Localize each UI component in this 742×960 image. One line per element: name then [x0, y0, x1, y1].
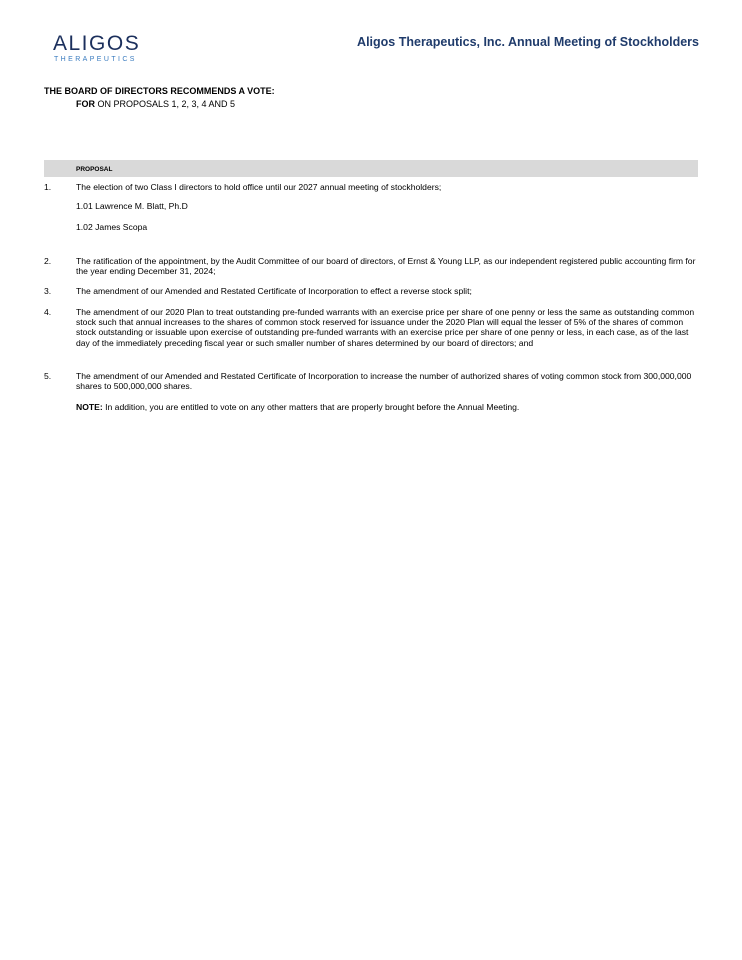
proposal-header-label: PROPOSAL — [76, 166, 113, 173]
for-label: FOR — [76, 99, 95, 109]
proposal-number: 1. — [44, 182, 52, 192]
nominee-1: 1.01 Lawrence M. Blatt, Ph.D — [76, 201, 188, 211]
recommendation-detail — [76, 99, 235, 109]
proposal-number: 4. — [44, 307, 52, 317]
nominee-2: 1.02 James Scopa — [76, 222, 148, 232]
proposal-item-1 — [44, 182, 698, 192]
for-text: ON PROPOSALS 1, 2, 3, 4 AND 5 — [95, 99, 236, 109]
document-title: Aligos Therapeutics, Inc. Annual Meeting of Stockholders — [357, 35, 699, 49]
proposal-item-5 — [44, 371, 698, 391]
proposal-number: 5. — [44, 371, 52, 381]
proposal-text: The amendment of our Amended and Restated Certificate of Incorporation to effect a reverse stock split; — [76, 286, 472, 296]
logo-wordmark: ALIGOS — [53, 32, 141, 55]
proposal-text: The ratification of the appointment, by the Audit Committee of our board of directors, of Ernst & Young LLP, as our independent registered public accounting firm for the year ending December 31, 2024; — [76, 256, 696, 277]
proposal-item-4 — [44, 307, 698, 348]
proposal-item-2 — [44, 256, 698, 276]
proposal-text: The amendment of our 2020 Plan to treat outstanding pre-funded warrants with an exercise price per share of one penny or less the same as outstanding common stock such that annual increases to the shares of common stock reserved for issuance under the 2020 Plan will equal the lesser of 5% of the shares of common stock outstanding or issuable upon exercise of outstanding pre-funded warrants with an exercise price per share of one penny or less, in each case, as of the last day of the immediately preceding fiscal year or such smaller number of shares determined by our board of directors; and — [76, 307, 695, 348]
recommendation-heading: THE BOARD OF DIRECTORS RECOMMENDS A VOTE: — [44, 86, 275, 96]
proposal-text: The amendment of our Amended and Restated Certificate of Incorporation to increase the number of authorized shares of voting common stock from 300,000,000 shares to 500,000,000 shares. — [76, 371, 692, 392]
note-label: NOTE: — [76, 402, 103, 412]
note-text: In addition, you are entitled to vote on any other matters that are properly brought before the Annual Meeting. — [102, 402, 520, 412]
proposal-header-bar — [44, 160, 698, 177]
proposal-item-3 — [44, 286, 698, 296]
proposal-number: 2. — [44, 256, 52, 266]
company-logo — [53, 33, 143, 64]
logo-tagline: THERAPEUTICS — [54, 56, 137, 63]
proposal-number: 3. — [44, 286, 52, 296]
proposal-text: The election of two Class I directors to hold office until our 2027 annual meeting of stockholders; — [76, 182, 442, 192]
note — [76, 402, 696, 412]
